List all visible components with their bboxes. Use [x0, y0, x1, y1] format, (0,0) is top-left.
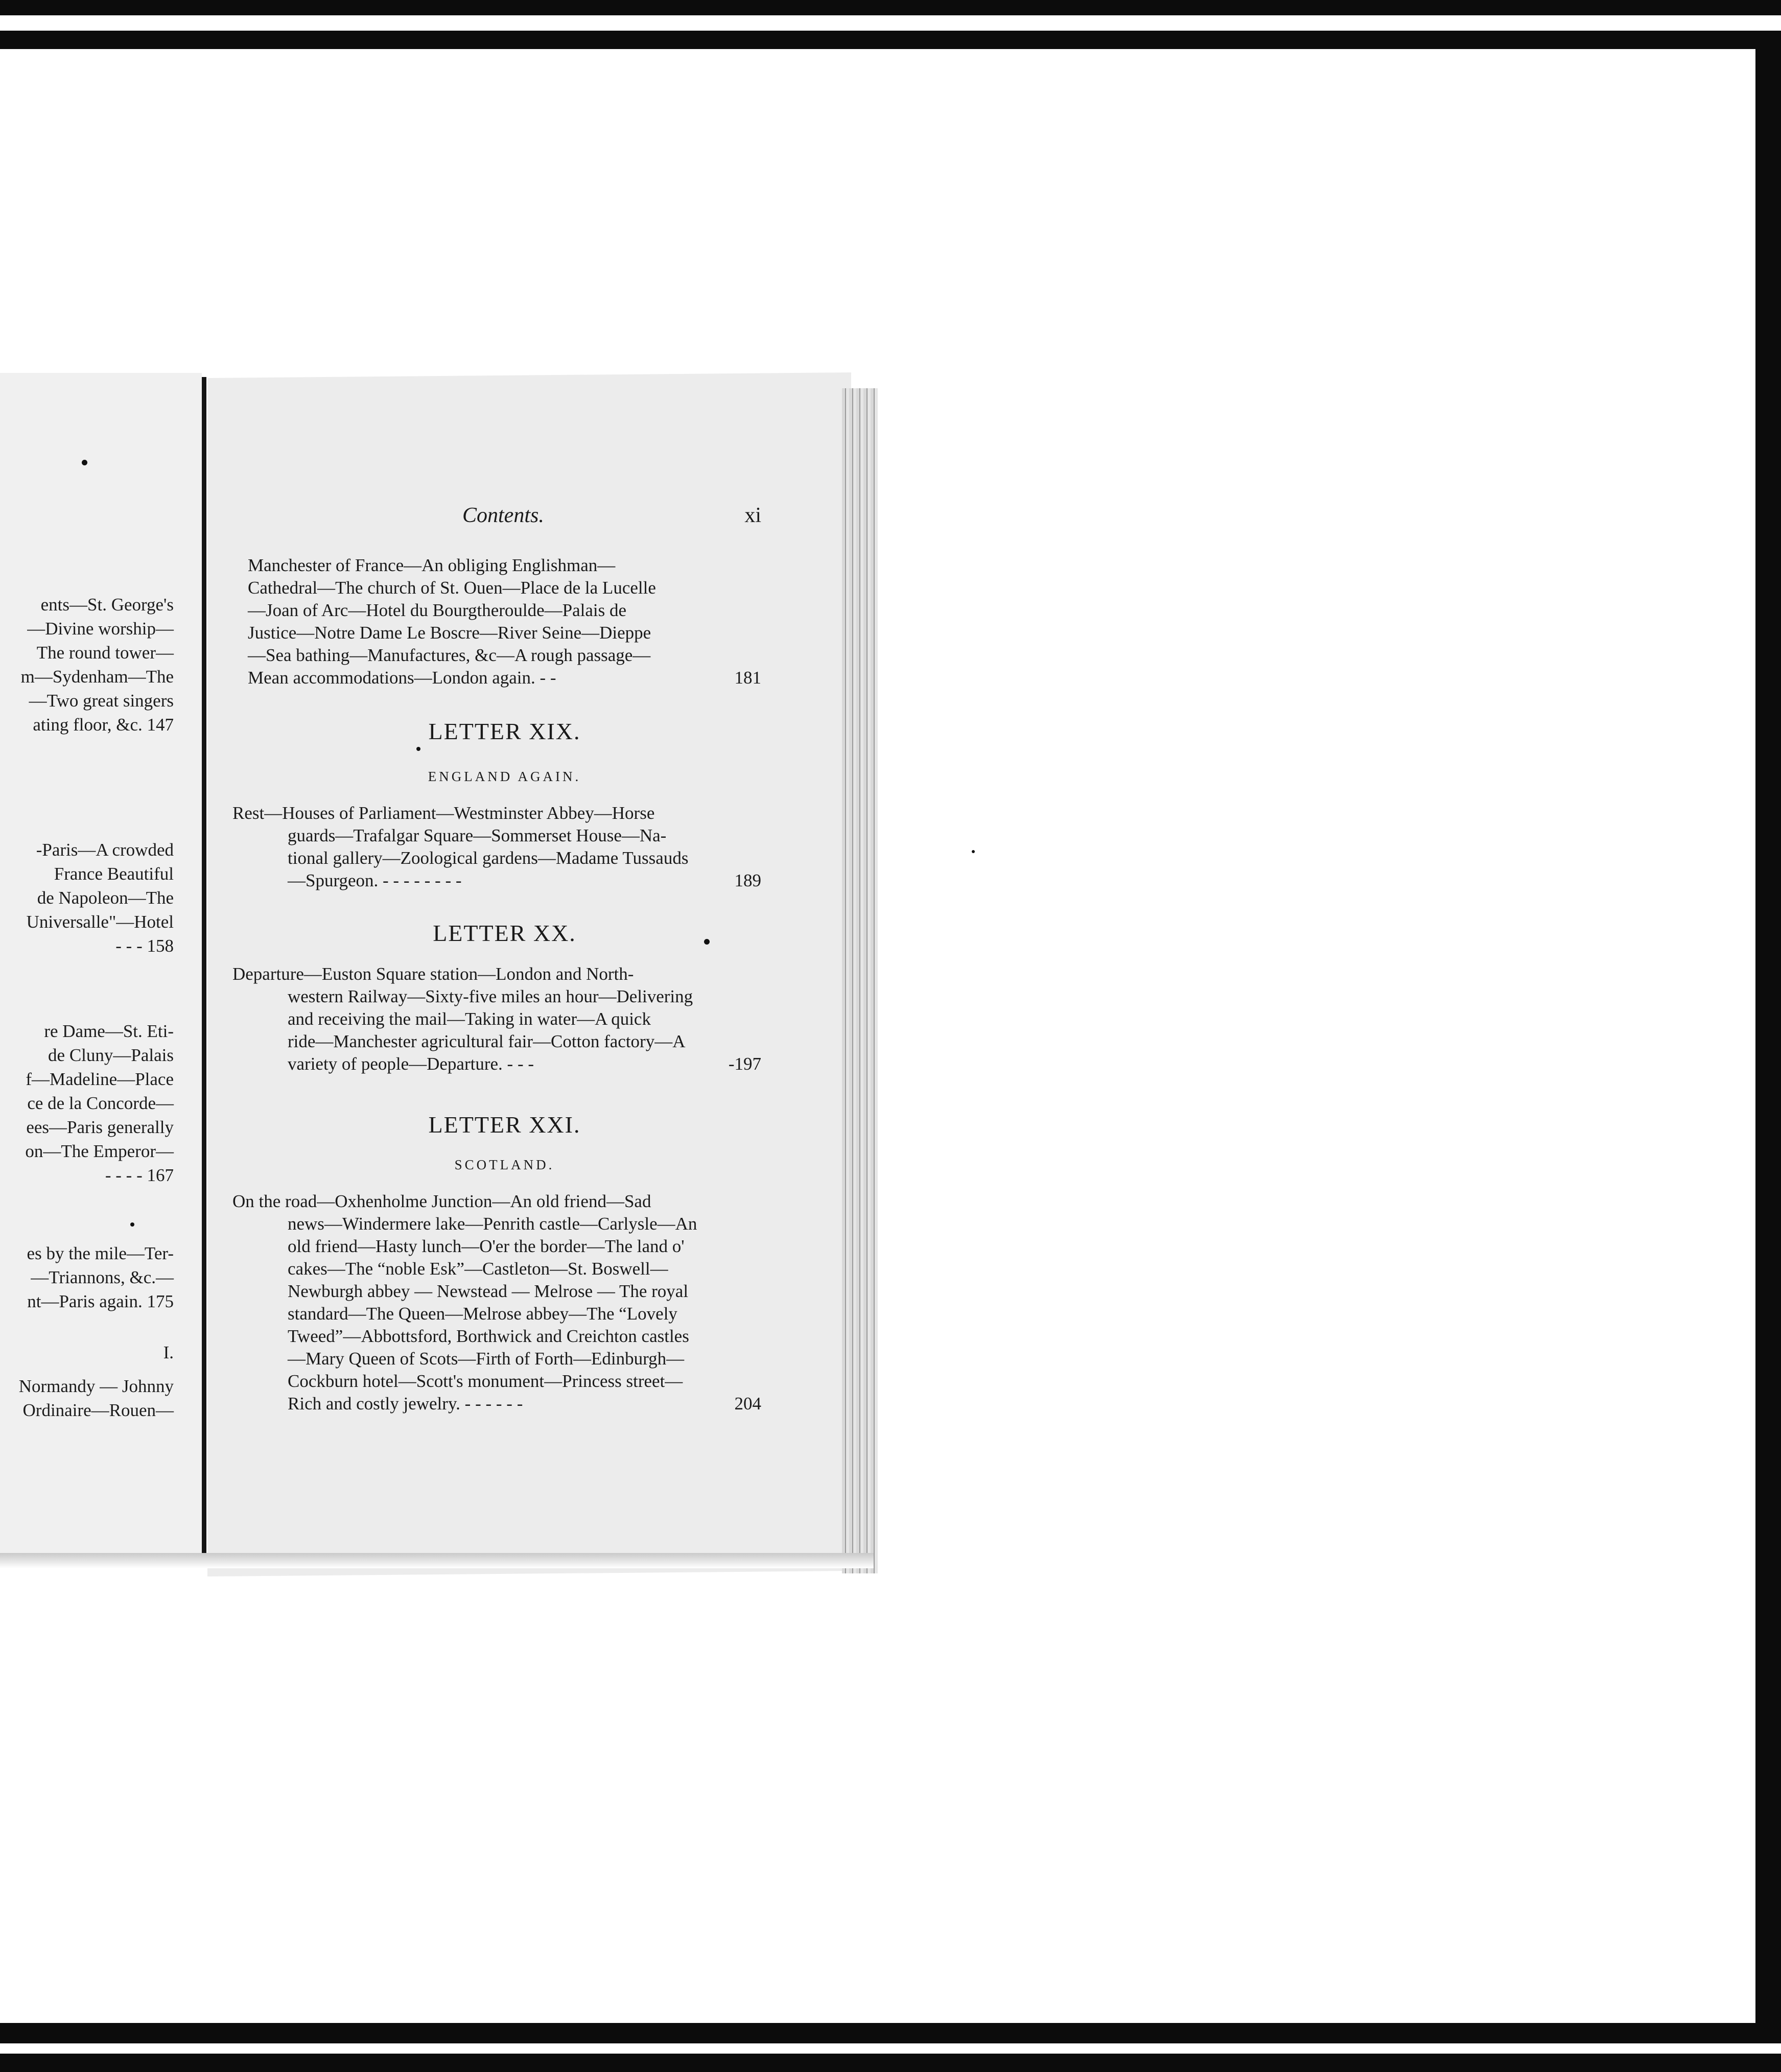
- entry-line: Newburgh abbey — Newstead — Melrose — The royal: [288, 1281, 689, 1301]
- page-number: 181: [734, 668, 761, 688]
- page-number: 189: [734, 870, 761, 890]
- left-page-line: de Cluny—Palais: [48, 1045, 174, 1065]
- entry-last-line: —Spurgeon. - - - - - - - - 189: [248, 869, 761, 892]
- letter-heading: LETTER XXI.: [428, 1112, 581, 1138]
- left-page-line: f—Madeline—Place: [26, 1069, 174, 1089]
- page-edges: [842, 388, 878, 1573]
- page-number: 204: [734, 1394, 761, 1414]
- left-page-line: - - - 158: [115, 936, 174, 956]
- left-page-line: I.: [163, 1343, 174, 1362]
- scan-speck: [972, 850, 975, 853]
- scan-border-right: [1747, 49, 1781, 2023]
- entry-line: guards—Trafalgar Square—Sommerset House—Na-: [288, 826, 667, 845]
- book-gutter: [202, 377, 206, 1557]
- entry-first-line: Rest—Houses of Parliament—Westminster Abbey—Horse: [232, 803, 655, 823]
- page-number: -197: [728, 1054, 761, 1074]
- scan-speck: [704, 939, 710, 945]
- scan-speck: [416, 747, 420, 751]
- entry-line: and receiving the mail—Taking in water—A quick: [288, 1009, 651, 1029]
- scan-border-bottom: [0, 2023, 1781, 2072]
- entry-line: Tweed”—Abbottsford, Borthwick and Creichton castles: [288, 1326, 689, 1346]
- left-page-line: m—Sydenham—The: [20, 667, 174, 687]
- left-page-line: Ordinaire—Rouen—: [22, 1400, 174, 1420]
- left-page-line: ating floor, &c. 147: [33, 715, 174, 735]
- left-page-line: es by the mile—Ter-: [27, 1243, 174, 1263]
- left-page-line: nt—Paris again. 175: [27, 1291, 174, 1311]
- left-page-line: -Paris—A crowded: [36, 840, 174, 860]
- entry-line: Cockburn hotel—Scott's monument—Princess street—: [288, 1371, 683, 1391]
- letter-subheading: SCOTLAND.: [454, 1157, 555, 1172]
- entry-line: —Mary Queen of Scots—Firth of Forth—Edinburgh—: [288, 1349, 685, 1369]
- book-shadow: [0, 1553, 874, 1568]
- contents-entry: [232, 963, 761, 1075]
- entry-last-line: variety of people—Departure. - - - -197: [248, 1053, 761, 1075]
- entry-line: Manchester of France—An obliging Englishman—: [248, 555, 616, 575]
- left-page-line: ents—St. George's: [40, 595, 174, 615]
- left-page-line: Normandy — Johnny: [18, 1376, 174, 1396]
- entry-last-line: Rich and costly jewelry. - - - - - - 204: [248, 1393, 761, 1415]
- entry-line: news—Windermere lake—Penrith castle—Carlysle—An: [288, 1214, 697, 1234]
- contents-entry: [232, 802, 761, 892]
- left-page-line: ce de la Concorde—: [27, 1093, 174, 1113]
- running-header: [462, 503, 761, 529]
- left-page-line: —Divine worship—: [27, 619, 174, 639]
- left-page-line: Universalle"—Hotel: [26, 912, 174, 932]
- contents-entry-continued: [248, 554, 761, 689]
- entry-line: western Railway—Sixty-five miles an hour—Delivering: [288, 986, 693, 1006]
- left-page-line: —Two great singers: [29, 691, 174, 711]
- letter-heading: LETTER XX.: [433, 920, 576, 946]
- entry-line: ride—Manchester agricultural fair—Cotton factory—A: [288, 1031, 686, 1051]
- entry-first-line: Departure—Euston Square station—London and North-: [232, 964, 634, 984]
- letter-heading: LETTER XIX.: [428, 718, 581, 744]
- folio-number: xi: [744, 504, 761, 527]
- scan-speck: [130, 1222, 134, 1227]
- entry-line: —Joan of Arc—Hotel du Bourgtheroulde—Palais de: [248, 600, 627, 620]
- letter-subheading: ENGLAND AGAIN.: [428, 769, 581, 784]
- left-page-line: —Triannons, &c.—: [31, 1267, 174, 1287]
- scan-border-top: [0, 0, 1781, 49]
- entry-first-line: On the road—Oxhenholme Junction—An old friend—Sad: [232, 1191, 651, 1211]
- left-page-line: The round tower—: [36, 643, 174, 663]
- entry-line: Cathedral—The church of St. Ouen—Place de la Lucelle: [248, 578, 656, 598]
- left-page-line: on—The Emperor—: [25, 1141, 174, 1161]
- entry-line: cakes—The “noble Esk”—Castleton—St. Boswell—: [288, 1259, 668, 1279]
- entry-line: —Sea bathing—Manufactures, &c—A rough passage—: [248, 645, 651, 665]
- entry-line: old friend—Hasty lunch—O'er the border—The land o': [288, 1236, 685, 1256]
- entry-last-line: Mean accommodations—London again. - - 181: [248, 667, 761, 689]
- entry-line: tional gallery—Zoological gardens—Madame Tussauds: [288, 848, 689, 868]
- left-page-line: France Beautiful: [54, 864, 174, 884]
- left-page-line: - - - - 167: [105, 1165, 174, 1185]
- left-page-line: ees—Paris generally: [26, 1117, 174, 1137]
- contents-entry: [232, 1190, 761, 1415]
- left-page-line: de Napoleon—The: [37, 888, 174, 908]
- left-page-line: re Dame—St. Eti-: [44, 1021, 174, 1041]
- scan-speck: [82, 460, 87, 465]
- entry-line: standard—The Queen—Melrose abbey—The “Lovely: [288, 1304, 677, 1324]
- running-title: Contents.: [462, 504, 544, 527]
- entry-line: Justice—Notre Dame Le Boscre—River Seine—Dieppe: [248, 623, 651, 643]
